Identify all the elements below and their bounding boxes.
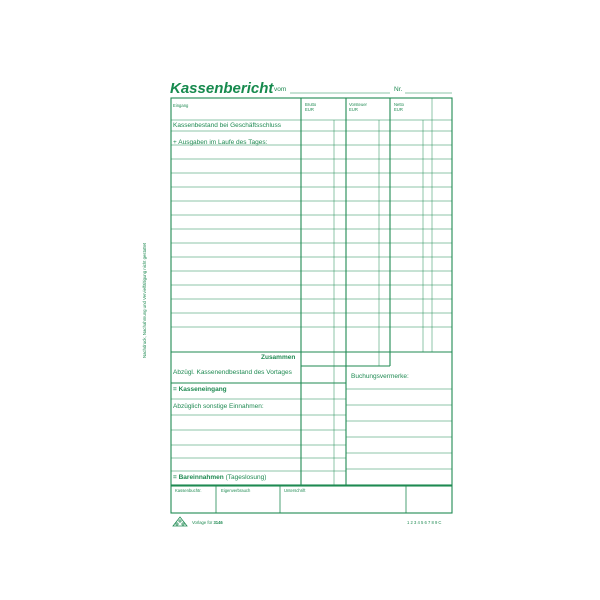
column-header-brutto: Brutto EUR <box>305 102 317 112</box>
bareinnahmen-bold: = Bareinnahmen <box>173 474 224 481</box>
row-label-ausgaben: + Ausgaben im Laufe des Tages: <box>173 139 268 146</box>
column-header-netto: Netto EUR <box>394 102 405 112</box>
row-label-abzueglich-sonstige: Abzüglich sonstige Einnahmen: <box>173 403 264 410</box>
buchungsvermerke-label: Buchungsvermerke: <box>351 373 409 380</box>
column-header-eingang: Eingang <box>173 103 189 108</box>
bareinnahmen-suffix: (Tageslosung) <box>225 474 267 481</box>
form-title: Kassenbericht <box>170 80 274 97</box>
copyright-side-text: Nachdruck, Nachahmung und Vervielfältigung nicht gestattet <box>142 242 147 358</box>
row-label-zusammen: Zusammen <box>261 354 296 361</box>
vom-label: vom <box>274 86 287 93</box>
publisher-logo-icon <box>173 517 187 526</box>
vorlage-text: Vorlage für 3146 <box>192 520 223 525</box>
nr-label: Nr. <box>394 86 403 93</box>
row-label-abzueglich-kassenendbestand: Abzügl. Kassenendbestand des Vortages <box>173 369 292 376</box>
footer-box-eigenverbrauch: Eigenverbrauch <box>221 488 251 493</box>
footer-box-kassenbuchtr: Kassenbuchtr. <box>175 488 202 493</box>
footer-box-unterschrift: Unterschrift <box>284 488 306 493</box>
row-label-kasseneingang: = Kasseneingang <box>173 386 227 393</box>
column-header-vorsteuer: Vorsteuer EUR <box>349 102 367 112</box>
print-code: 1 2 3 4 5 6 7 8 9 C <box>407 520 442 525</box>
row-label-kassenbestand: Kassenbestand bei Geschäftsschluss <box>173 122 282 129</box>
